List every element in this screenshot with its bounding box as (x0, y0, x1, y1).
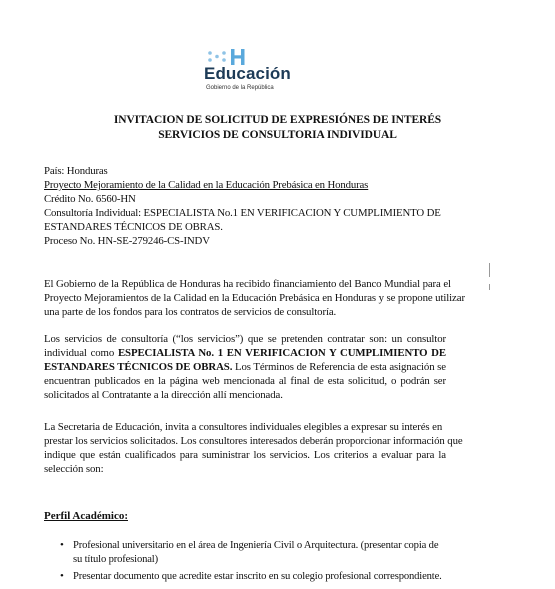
consultancy-line-continued: ESTANDARES TÉCNICOS DE OBRAS. (44, 221, 223, 233)
paragraph-financing (44, 277, 465, 319)
process-line: Proceso No. HN-SE-279246-CS-INDV (44, 235, 210, 247)
bold-run: ESTANDARES TÉCNICOS DE OBRAS. (44, 361, 233, 373)
bullet-line: Profesional universitario en el área de Ingeniería Civil o Arquitectura. (presentar copia de (73, 540, 439, 551)
paragraph-invitation (44, 420, 463, 476)
education-logo (196, 47, 306, 99)
paragraph-services (44, 332, 446, 402)
logo-subtitle: Gobierno de la República (206, 85, 274, 91)
bullet-item (73, 539, 445, 567)
document-subtitle: SERVICIOS DE CONSULTORIA INDIVIDUAL (158, 129, 397, 141)
paragraph-line: solicitados al Contratante a la dirección allí mencionada. (44, 389, 283, 401)
consultancy-line: Consultoría Individual: ESPECIALISTA No.1 EN VERIFICACION Y CUMPLIMIENTO DE (44, 207, 441, 219)
paragraph-line: prestar los servicios solicitados. Los consultores interesados deberán proporcionar información que (44, 435, 463, 447)
bullet-line: su título profesional) (73, 554, 158, 565)
bullet-icon: • (60, 570, 64, 582)
scan-mark (489, 284, 490, 290)
paragraph-line: La Secretaria de Educación, invita a consultores individuales elegibles a expresar su interés en (44, 421, 443, 433)
paragraph-line: El Gobierno de la República de Honduras ha recibido financiamiento del Banco Mundial para el (44, 278, 451, 290)
paragraph-line: indique que están cualificados para suministrar los servicios. Los criterios a evaluar para la (44, 449, 446, 461)
paragraph-line: Proyecto Mejoramientos de la Calidad en la Educación Prebásica en Honduras y se propone utilizar (44, 292, 465, 304)
bold-run: ESPECIALISTA No. 1 EN VERIFICACION Y CUMPLIMIENTO DE (117, 347, 446, 359)
bullet-item (73, 570, 445, 584)
paragraph-line: encuentran publicados en la página web mencionada al final de esta solicitud, o podrán ser (44, 375, 446, 387)
logo-wordmark: Educación (204, 64, 291, 83)
text-run: individual como (44, 347, 118, 359)
credit-line: Crédito No. 6560-HN (44, 193, 136, 205)
section-title-academic-profile: Perfil Académico: (44, 510, 128, 522)
paragraph-line (44, 360, 446, 374)
bullet-icon: • (60, 539, 64, 551)
paragraph-line: Los servicios de consultoría (“los servicios”) que se pretenden contratar son: un consultor (44, 333, 446, 345)
project-line: Proyecto Mejoramiento de la Calidad en la Educación Prebásica en Honduras (44, 179, 369, 191)
paragraph-line: selección son: (44, 463, 104, 475)
paragraph-line (44, 346, 446, 360)
country-line: País: Honduras (44, 165, 108, 177)
text-run: Los Términos de Referencia de esta asignación se (232, 361, 446, 373)
document-title: INVITACION DE SOLICITUD DE EXPRESIÓNES DE INTERÉS (113, 114, 442, 126)
bullet-line: Presentar documento que acredite estar inscrito en su colegio profesional correspondiente. (73, 571, 442, 582)
paragraph-line: una parte de los fondos para los contratos de servicios de consultoría. (44, 306, 337, 318)
scan-mark (489, 263, 490, 277)
